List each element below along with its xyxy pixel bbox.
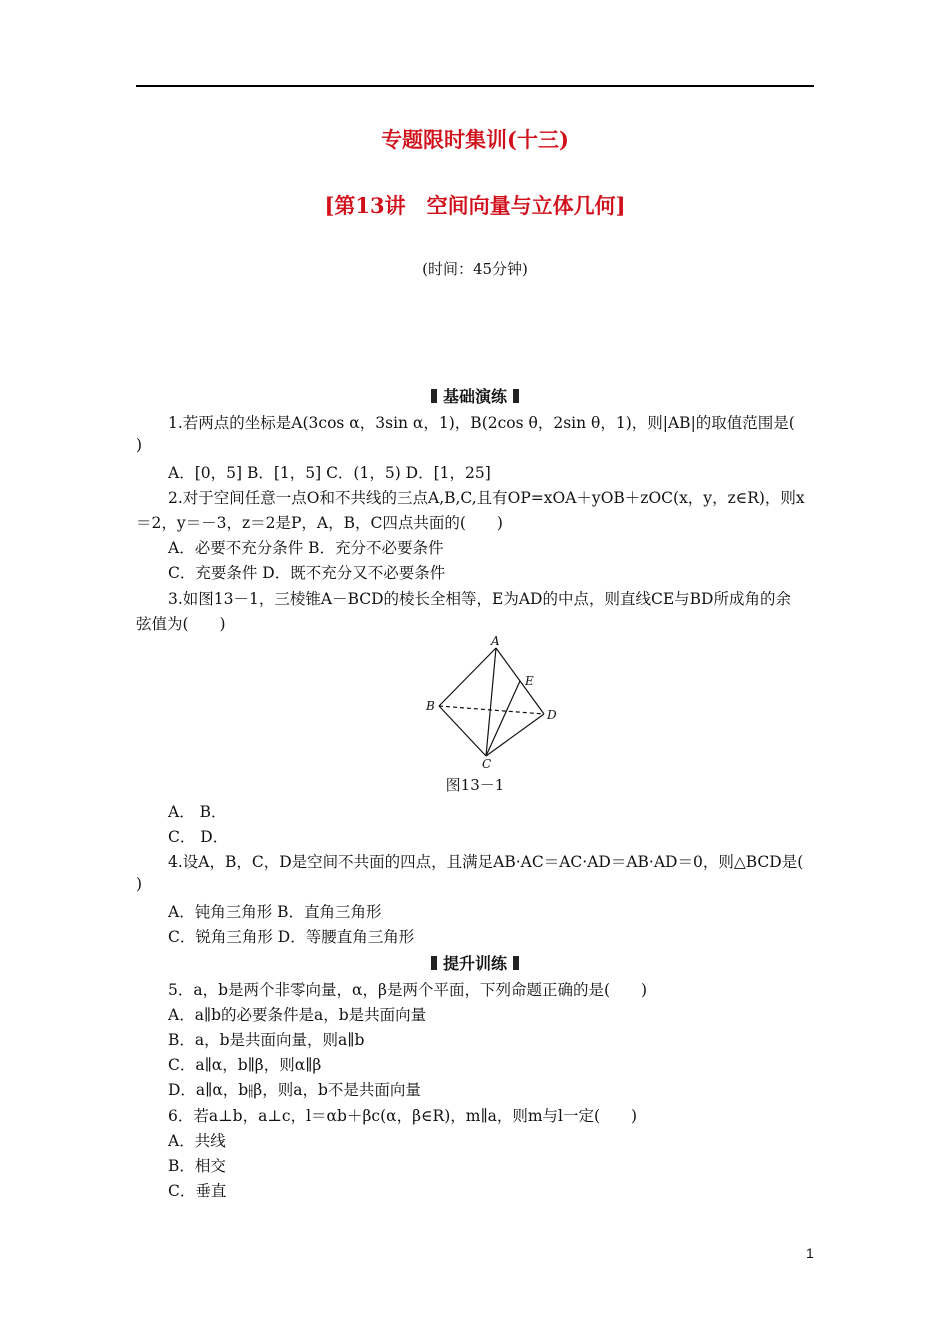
question-2-options-2: C．充要条件 D．既不充分又不必要条件 (168, 564, 446, 582)
question-4-line-1: 4.设A，B，C，D是空间不共面的四点，且满足AB·AC＝AC·AD＝AB·AD＝0，则△BCD是( (168, 853, 804, 871)
question-3-options-1: A． B． (168, 803, 227, 821)
edge-bd-hidden (439, 706, 544, 714)
edge-bc (439, 706, 486, 756)
edge-cd (486, 714, 544, 756)
question-6-option-c: C．垂直 (168, 1182, 227, 1200)
question-3-options-2: C． D． (168, 828, 229, 846)
page-number: 1 (806, 1245, 814, 1261)
section-bar-right (513, 389, 519, 403)
question-1-line-2: ) (136, 436, 143, 454)
question-5-option-d: D．a∥α，b⫲β，则a，b不是共面向量 (168, 1081, 421, 1099)
edge-ab (439, 648, 496, 706)
question-5: 5．a，b是两个非零向量，α，β是两个平面，下列命题正确的是( ) (168, 981, 648, 999)
question-2-line-2: ＝2，y＝－3，z＝2是P，A，B，C四点共面的( ) (136, 514, 503, 532)
section-bar-left (431, 956, 437, 970)
tetrahedron-figure (420, 634, 570, 770)
question-4-line-2: ) (136, 875, 143, 893)
vertex-label-c: C (482, 757, 492, 770)
vertex-label-d: D (547, 708, 557, 722)
question-5-option-c: C．a∥α，b∥β，则α∥β (168, 1056, 322, 1074)
vertex-label-e: E (525, 674, 534, 688)
edge-ac (486, 648, 496, 756)
question-4-options-1: A．钝角三角形 B．直角三角形 (168, 903, 382, 921)
section-bar-right (513, 956, 519, 970)
lesson-subtitle: [第13讲 空间向量与立体几何] (324, 193, 626, 218)
figure-caption: 图13－1 (445, 776, 505, 794)
time-limit: (时间：45分钟) (422, 260, 528, 278)
header-rule (136, 85, 814, 87)
section-advanced (0, 951, 950, 974)
section-basic (0, 384, 950, 407)
question-2-line-1: 2.对于空间任意一点O和不共线的三点A,B,C,且有OP=xOA＋yOB＋zOC(x，y，z∈R)，则x (168, 489, 805, 507)
question-2-options-1: A．必要不充分条件 B．充分不必要条件 (168, 539, 444, 557)
question-1-line-1: 1.若两点的坐标是A(3cos α，3sin α，1)，B(2cos θ，2sin θ，1)，则|AB|的取值范围是( (168, 414, 795, 432)
question-3-line-1: 3.如图13－1，三棱锥A－BCD的棱长全相等，E为AD的中点，则直线CE与BD所成角的余 (168, 590, 791, 608)
question-5-option-a: A．a∥b的必要条件是a，b是共面向量 (168, 1006, 427, 1024)
vertex-label-a: A (491, 634, 500, 648)
vertex-label-b: B (426, 699, 435, 713)
question-6-option-b: B．相交 (168, 1157, 226, 1175)
page-title: 专题限时集训(十三) (381, 127, 569, 152)
question-6-option-a: A．共线 (168, 1132, 226, 1150)
question-3-line-2: 弦值为( ) (136, 615, 226, 633)
section-basic-label: 基础演练 (442, 387, 507, 406)
question-4-options-2: C．锐角三角形 D．等腰直角三角形 (168, 928, 415, 946)
section-advanced-label: 提升训练 (442, 954, 507, 973)
segment-ce (486, 681, 520, 756)
question-5-option-b: B．a，b是共面向量，则a∥b (168, 1031, 365, 1049)
section-bar-left (431, 389, 437, 403)
question-6: 6．若a⊥b，a⊥c，l＝αb＋βc(α，β∈R)，m∥a，则m与l一定( ) (168, 1107, 638, 1125)
question-1-options: A．[0，5] B．[1，5] C．(1，5) D．[1，25] (168, 464, 491, 482)
